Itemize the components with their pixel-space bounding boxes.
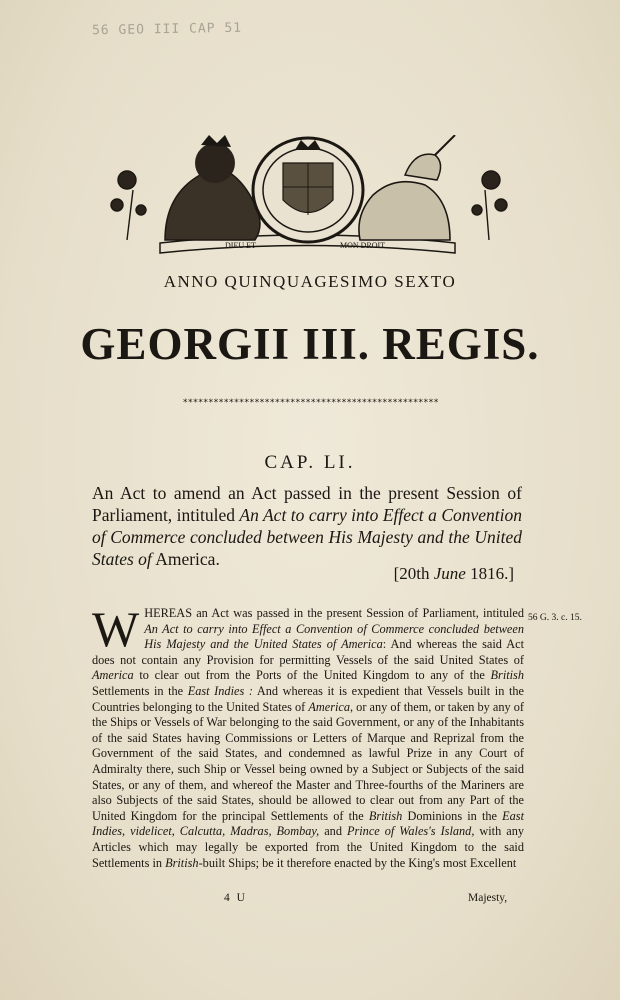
catchword: Majesty, <box>468 892 508 904</box>
text-run-italic: British <box>165 855 199 870</box>
text-run: Dominions in the <box>402 808 503 823</box>
text-run-italic: America <box>92 668 134 683</box>
date-month: June <box>433 564 466 583</box>
text-run-italic: British <box>368 808 403 823</box>
unicorn-icon <box>359 135 455 240</box>
act-title <box>92 482 522 570</box>
title-italic: An Act to carry into Effect a Convention of Commerce concluded between His Majesty and the United States of <box>92 505 522 569</box>
shield-icon <box>253 138 363 242</box>
text-run: and <box>319 824 347 839</box>
star-rule-divider: ************************************************** <box>182 398 439 408</box>
text-run: -built Ships; be it therefore enacted by the King's most Excellent <box>198 855 517 870</box>
motto-left: DIEU ET <box>225 241 256 250</box>
text-run: : And whereas the said Act does not contain any Provision for permitting Vessels of the said United States of <box>92 637 524 667</box>
text-run-italic: East Indies : <box>187 683 253 698</box>
regnal-year: ANNO QUINQUAGESIMO SEXTO <box>163 272 457 291</box>
drop-cap: W <box>92 601 140 657</box>
text-run: HEREAS an Act was passed in the present Session of Parliament, intituled <box>144 606 524 620</box>
preamble-text <box>92 601 525 871</box>
text-run: Settlements in the <box>92 683 188 698</box>
text-run-italic: Prince of Wales's Island, <box>346 824 475 839</box>
margin-citation: 56 G. 3. c. 15. <box>528 613 582 623</box>
text-run-italic: East Indies, videlicet, Calcutta, Madras, Bombay, <box>92 808 525 839</box>
text-run-italic: An Act to carry into Effect a Convention of Commerce concluded between His Majesty and the United States of America <box>144 621 524 652</box>
rose-icon <box>111 171 146 240</box>
title-part: America. <box>151 549 220 569</box>
date-part: 1816.] <box>465 564 514 583</box>
text-run-italic: British <box>490 668 524 683</box>
text-run-italic: America, <box>308 699 354 714</box>
motto-right: MON DROIT <box>340 241 386 250</box>
royal-coat-of-arms <box>105 135 510 260</box>
text-run: with any Articles which may legally be exported from the United Kingdom to the said Settlements in <box>92 824 524 870</box>
pencil-annotation: 56 GEO III CAP 51 <box>91 20 243 39</box>
text-run: or any of them, or taken by any of the Ships or Vessels of War belonging to the said Government, or any of the Inhabitants of the said States having Commissions or Letters of Marque and Reprizal from the Government of the said States, and condemned as lawful Prize in any Court of Admiralty there, such Ship or Vessel being owned by a Subject or Subjects of the said States, or any of them, and whereof the Master and Three-fourths of the Mariners are also Subjects of the said States, should be allowed to clear out from any Part of the United Kingdom for the principal Settlements of the <box>92 699 524 823</box>
text-run: And whereas it is expedient that Vessels built in the Countries belonging to the United States of <box>92 683 524 714</box>
title-part: An Act to amend an Act passed in the present Session of Parliament, intituled <box>92 483 522 525</box>
thistle-icon <box>472 171 507 240</box>
chapter-number: CAP. LI. <box>264 452 356 473</box>
text-run: to clear out from the Ports of the United Kingdom to any of the <box>133 668 491 683</box>
lion-icon <box>165 135 260 240</box>
act-date <box>394 564 514 584</box>
signature-mark: 4 U <box>224 892 247 904</box>
date-part: [20th <box>393 564 434 583</box>
monarch-title: GEORGII III. REGIS. <box>80 319 540 369</box>
